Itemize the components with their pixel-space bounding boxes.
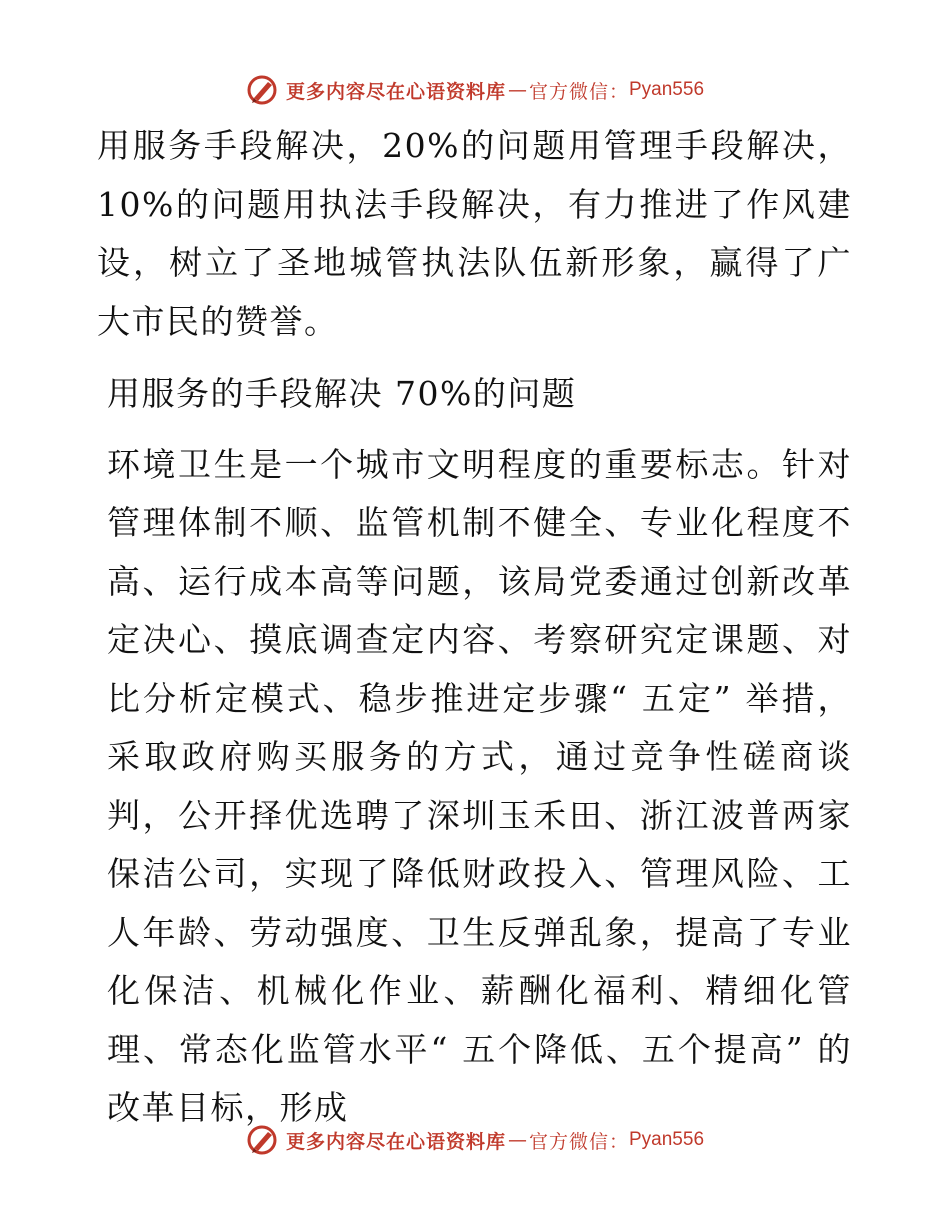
watermark-dash: —: [507, 79, 527, 101]
pen-logo-icon: [246, 74, 278, 106]
watermark-brand: 更多内容尽在心语资料库: [285, 80, 506, 103]
paragraph-intro: 用服务手段解决，20%的问题用管理手段解决，10%的问题用执法手段解决，有力推进了作风建设，树立了圣地城管执法队伍新形象，赢得了广大市民的赞誉。: [97, 126, 852, 341]
watermark-official-label: 官方微信：: [528, 1130, 629, 1153]
section-heading: 用服务的手段解决 70%的问题: [107, 374, 577, 413]
pen-logo-icon: [246, 1124, 278, 1156]
watermark-dash: —: [507, 1129, 527, 1151]
watermark-account: Pyan556: [629, 1129, 705, 1150]
watermark-brand: 更多内容尽在心语资料库: [285, 1130, 506, 1153]
watermark-account: Pyan556: [629, 79, 705, 100]
watermark-footer: [0, 1120, 950, 1160]
watermark-official-label: 官方微信：: [528, 80, 629, 103]
watermark-header: [0, 70, 950, 110]
paragraph-body: 环境卫生是一个城市文明程度的重要标志。针对管理体制不顺、监管机制不健全、专业化程度不高、运行成本高等问题，该局党委通过创新改革定决心、摸底调查定内容、考察研究定课题、对比分析定模式、稳步推进定步骤“ 五定” 举措，采取政府购买服务的方式，通过竞争性磋商谈判，公开择优选聘了深圳玉禾田、浙江波普两家保洁公司，实现了降低财政投入、管理风险、工人年龄、劳动强度、卫生反弹乱象，提高了专业化保洁、机械化作业、薪酬化福利、精细化管理、常态化监管水平“ 五个降低、五个提高” 的改革目标，形成: [107, 444, 852, 1127]
document-body: [97, 117, 852, 1138]
